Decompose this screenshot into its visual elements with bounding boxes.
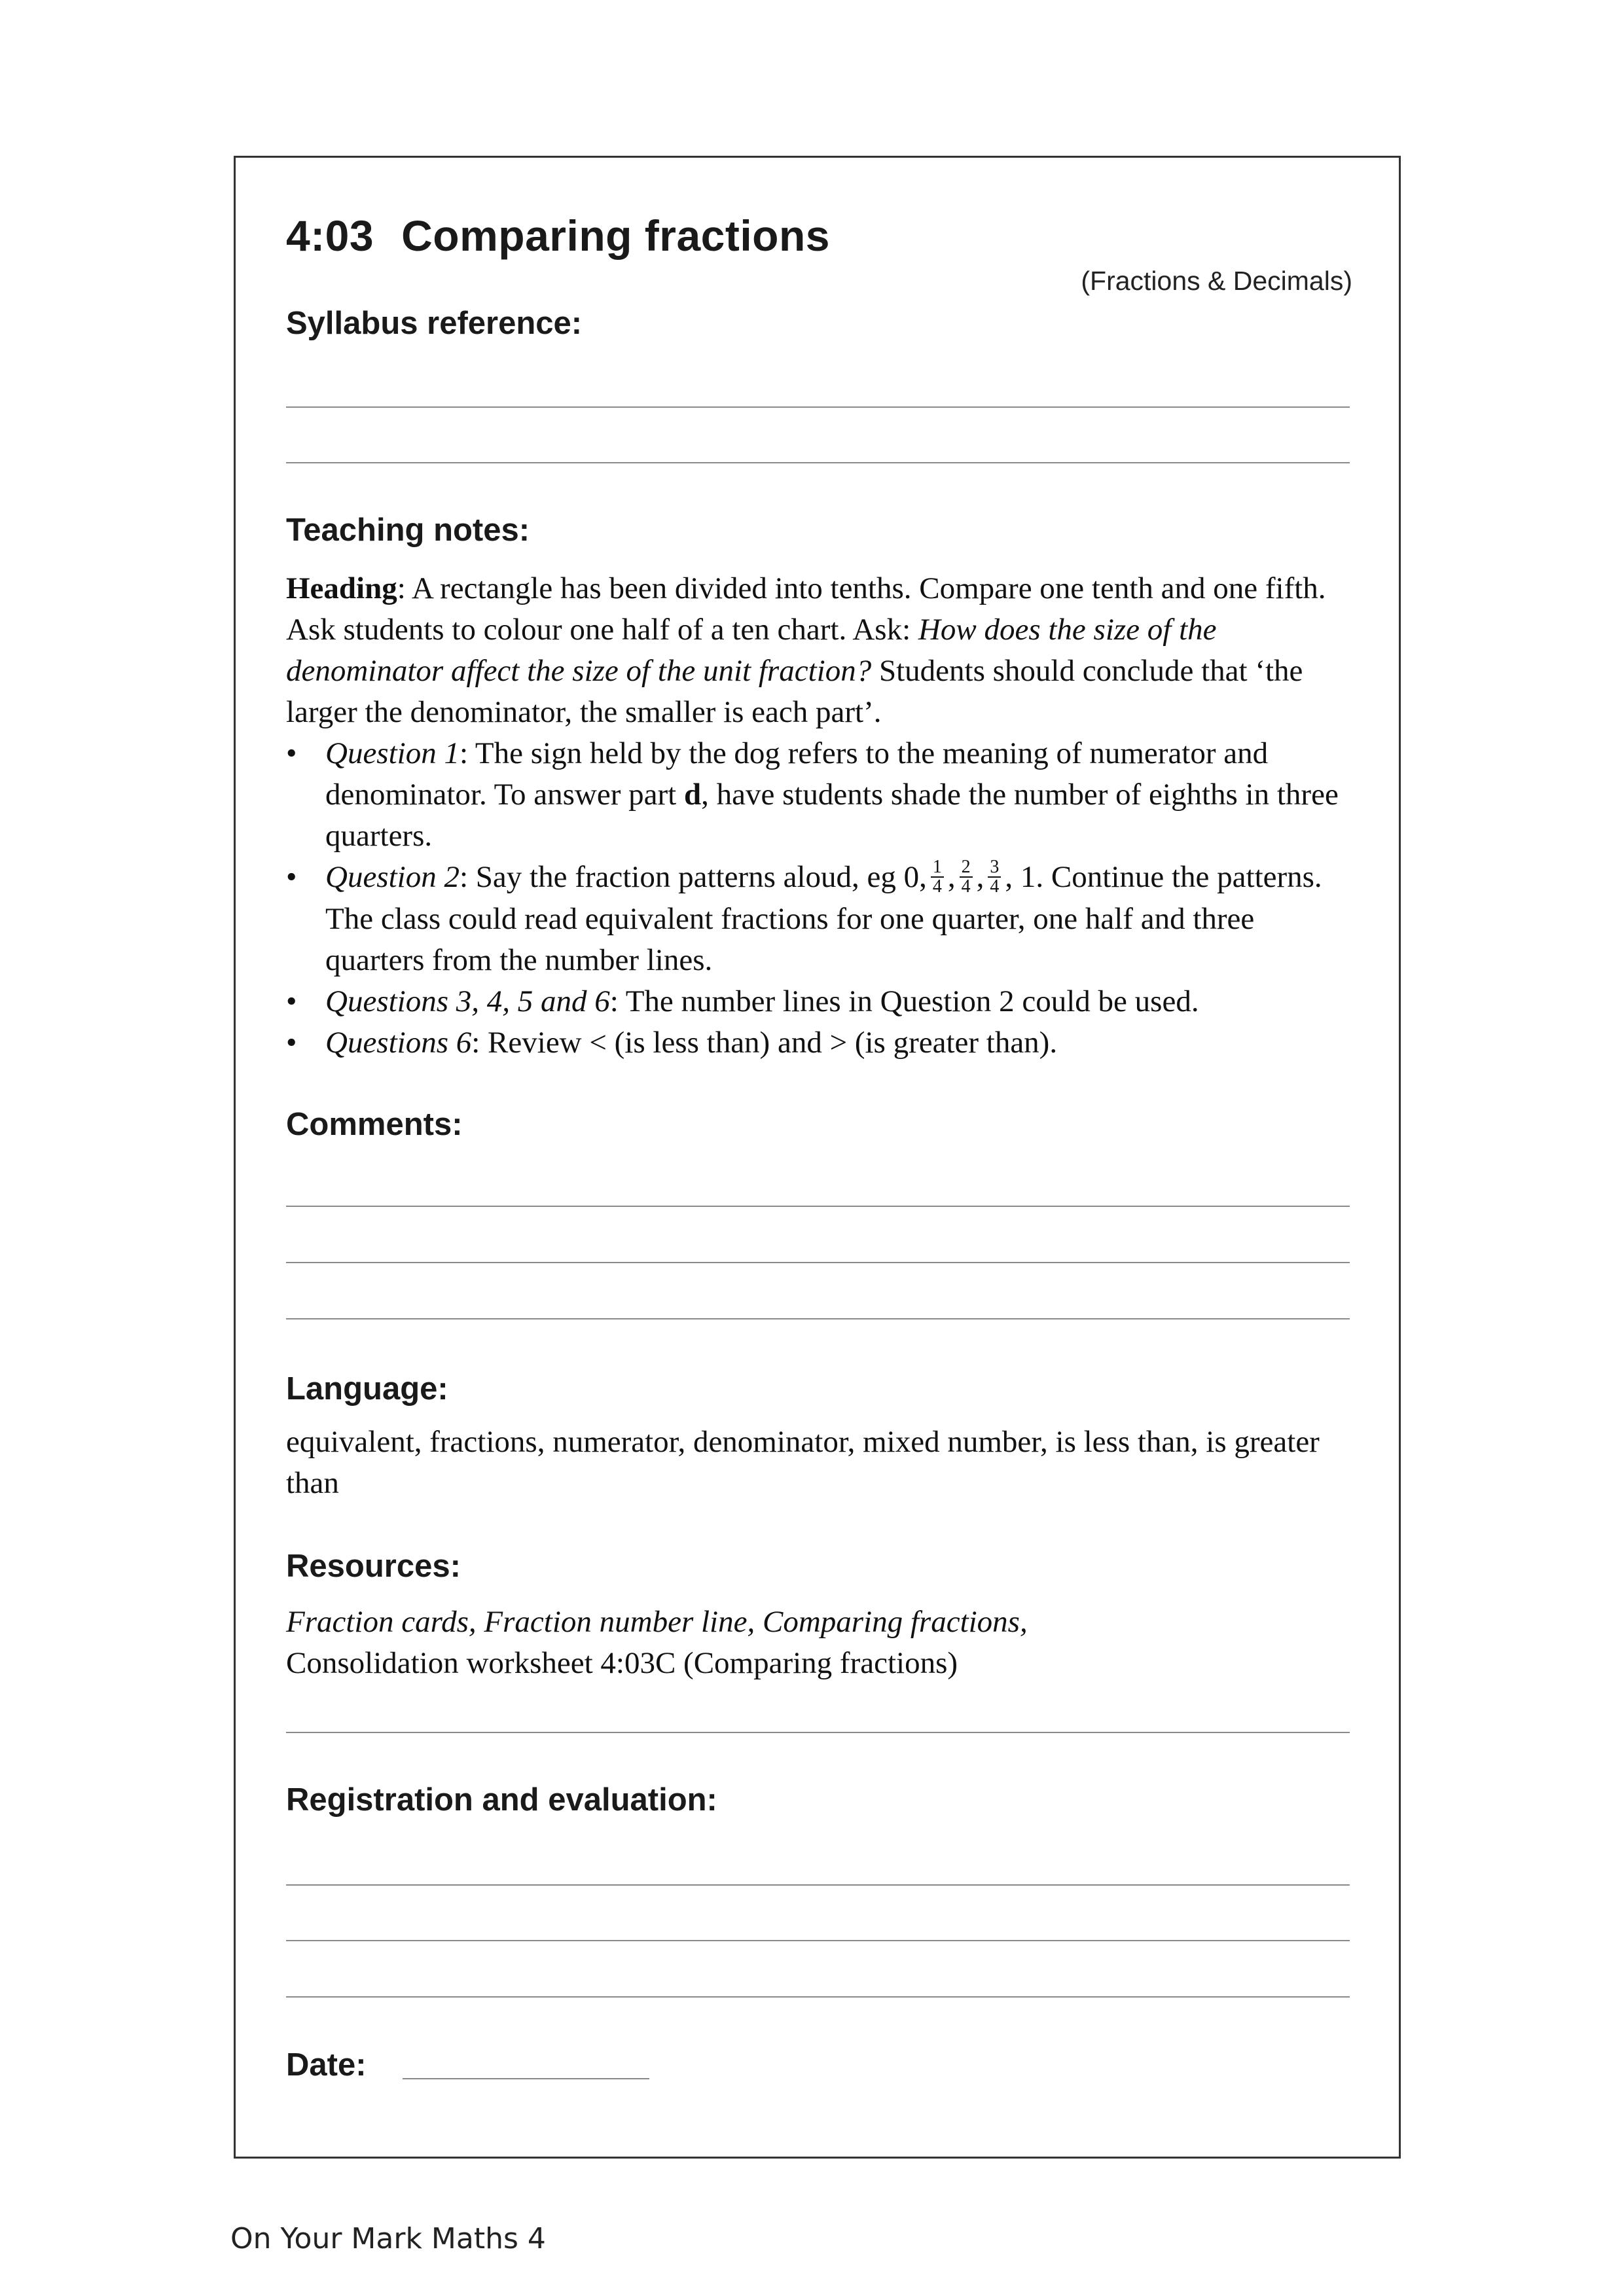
heading-question: How does the size of the denominator affect the size of the unit fraction?	[286, 613, 1217, 688]
bullet-icon: •	[286, 860, 297, 894]
language-text: equivalent, fractions, numerator, denominator, mixed number, is less than, is greater than	[286, 1425, 1320, 1500]
lesson-number: 4:03	[286, 211, 374, 260]
list-item	[286, 981, 1360, 1022]
question-text: , 1. Continue the patterns. The class could read equivalent fractions for one quarter, one half and three quarters from the number lines.	[325, 860, 1322, 978]
resources-heading: Resources:	[286, 1549, 461, 1584]
question-text: : The number lines in Question 2 could be used.	[609, 984, 1199, 1019]
question-label: Question 1	[325, 736, 460, 770]
heading-text: : A rectangle has been divided into tenths. Compare one tenth and one fifth. Ask students to colour one half of a ten chart. Ask:	[286, 571, 1326, 647]
question-label: Questions 6	[325, 1026, 472, 1060]
bullet-icon: •	[286, 1026, 297, 1060]
resources-plain: Consolidation worksheet 4:03C (Comparing fractions)	[286, 1646, 958, 1680]
comments-heading: Comments:	[286, 1107, 463, 1142]
syllabus-line-1[interactable]	[286, 406, 1350, 408]
bullet-icon: •	[286, 736, 297, 770]
teaching-notes-heading: Teaching notes:	[286, 512, 530, 548]
topic-category: (Fractions & Decimals)	[1081, 266, 1352, 296]
footer-title: On Your Mark Maths 4	[230, 2222, 546, 2255]
question-text: : The sign held by the dog refers to the meaning of numerator and denominator. To answer part	[325, 736, 1269, 812]
date-field-line[interactable]	[403, 2078, 649, 2079]
part-label: d	[683, 778, 702, 812]
denominator: 4	[932, 876, 942, 897]
separator: ,	[976, 860, 984, 894]
numerator: 3	[988, 858, 1001, 878]
fraction	[960, 858, 973, 896]
comments-line-2[interactable]	[286, 1262, 1350, 1263]
list-item	[286, 733, 1360, 857]
bullet-icon: •	[286, 984, 297, 1019]
registration-line-2[interactable]	[286, 1940, 1350, 1941]
numerator: 2	[960, 858, 973, 878]
lesson-title: Comparing fractions	[401, 211, 831, 260]
question-label: Questions 3, 4, 5 and 6	[325, 984, 610, 1019]
denominator: 4	[990, 876, 1000, 897]
separator: ,	[947, 860, 956, 894]
heading-note	[286, 568, 1360, 733]
list-item	[286, 857, 1360, 981]
resources-line[interactable]	[286, 1732, 1350, 1733]
registration-line-1[interactable]	[286, 1884, 1350, 1886]
comments-line-3[interactable]	[286, 1318, 1350, 1319]
registration-line-3[interactable]	[286, 1996, 1350, 1998]
resources-text	[286, 1602, 1360, 1684]
question-notes	[286, 733, 1360, 1064]
language-heading: Language:	[286, 1371, 448, 1407]
fraction	[988, 858, 1001, 896]
registration-heading: Registration and evaluation:	[286, 1782, 717, 1818]
page-frame	[234, 156, 1401, 2159]
numerator: 1	[931, 858, 944, 878]
page-title	[286, 211, 830, 260]
denominator: 4	[961, 876, 971, 897]
heading-label: Heading	[286, 571, 397, 605]
teaching-notes	[286, 568, 1360, 1064]
question-label: Question 2	[325, 860, 460, 894]
syllabus-line-2[interactable]	[286, 462, 1350, 463]
resources-italic: Fraction cards, Fraction number line, Comparing fractions,	[286, 1605, 1028, 1639]
question-text: : Say the fraction patterns aloud, eg 0,	[459, 860, 927, 894]
question-text: , have students shade the number of eighths in three quarters.	[325, 778, 1339, 853]
syllabus-heading: Syllabus reference:	[286, 306, 583, 341]
date-heading: Date:	[286, 2047, 367, 2083]
question-text: : Review < (is less than) and > (is greater than).	[471, 1026, 1058, 1060]
comments-line-1[interactable]	[286, 1206, 1350, 1207]
fraction	[931, 858, 944, 896]
list-item	[286, 1022, 1360, 1064]
heading-conclusion: Students should conclude that ‘the larger the denominator, the smaller is each part’.	[286, 654, 1303, 729]
